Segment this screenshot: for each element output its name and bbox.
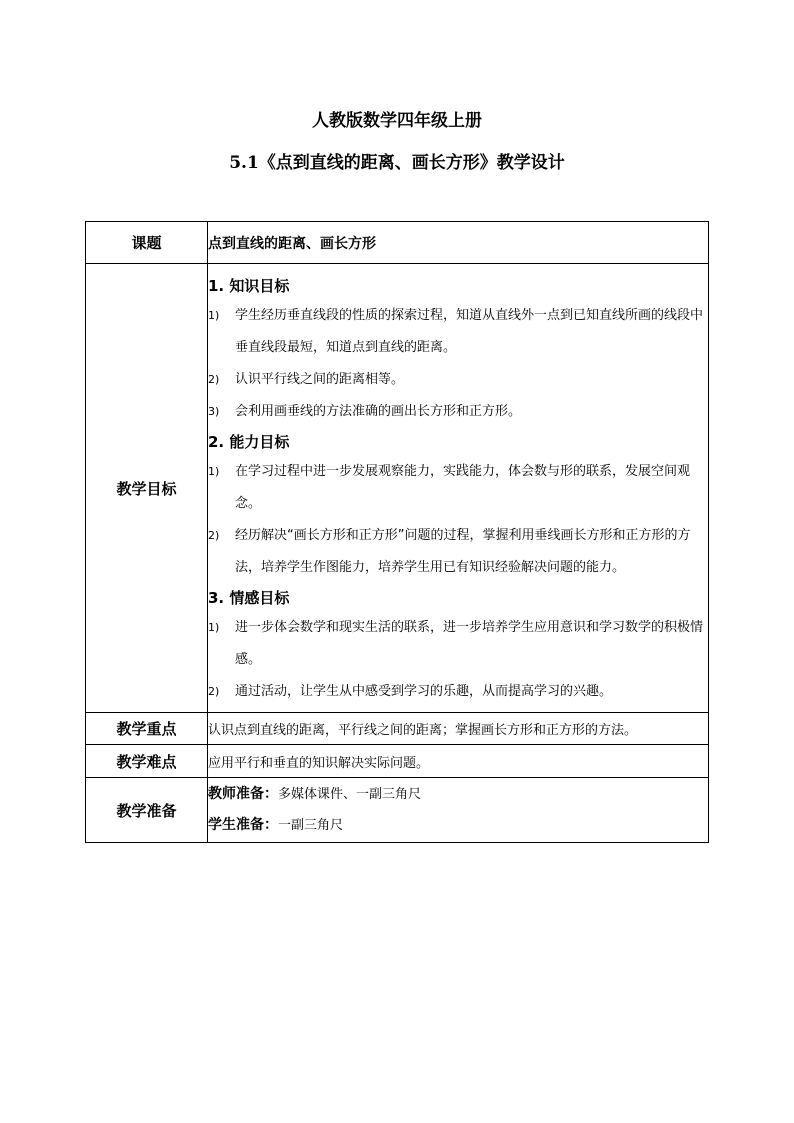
- goal-item-number: 3): [208, 405, 220, 418]
- goal-item-text: 学生经历垂直线段的性质的探索过程，知道从直线外一点到已知直线所画的线段中垂直线段最短，知道点到直线的距离。: [235, 308, 704, 355]
- goal-item: [208, 300, 708, 364]
- goals-label: 教学目标: [86, 264, 208, 713]
- goal-item-number: 2): [208, 529, 220, 542]
- goal-item-text: 经历解决“画长方形和正方形”问题的过程，掌握利用垂线画长方形和正方形的方法，培养学生作图能力，培养学生用已有知识经验解决问题的能力。: [235, 528, 691, 575]
- goal-section-heading: 3. 情感目标: [208, 589, 290, 607]
- student-preparation-label: 学生准备：: [208, 817, 278, 833]
- document-title: 人教版数学四年级上册: [312, 111, 482, 131]
- student-preparation: [208, 810, 708, 841]
- goal-item: [208, 520, 708, 584]
- topic-cell: [208, 222, 709, 264]
- goals-row: [86, 264, 709, 713]
- goal-item-number: 1): [208, 309, 220, 322]
- goal-item-text: 通过活动，让学生从中感受到学习的乐趣，从而提高学习的兴趣。: [235, 684, 613, 699]
- topic-row: [86, 222, 709, 264]
- goal-item: [208, 364, 708, 396]
- teacher-preparation: [208, 779, 708, 810]
- teacher-preparation-value: 多媒体课件、一副三角尺: [278, 787, 422, 802]
- goal-item-text: 会利用画垂线的方法准确的画出长方形和正方形。: [235, 404, 522, 419]
- goal-item-number: 1): [208, 621, 220, 634]
- teacher-preparation-label: 教师准备：: [208, 786, 278, 802]
- key-points-row: [86, 713, 709, 745]
- difficulties-row: [86, 745, 709, 778]
- difficulties-value: 应用平行和垂直的知识解决实际问题。: [208, 745, 709, 778]
- goal-item-text: 认识平行线之间的距离相等。: [235, 372, 405, 387]
- student-preparation-value: 一副三角尺: [278, 818, 344, 833]
- goal-section-heading: 2. 能力目标: [208, 433, 290, 451]
- lesson-plan-table: [85, 221, 709, 843]
- goal-item-number: 2): [208, 373, 220, 386]
- goal-section-heading: 1. 知识目标: [208, 277, 290, 295]
- goals-cell: [208, 264, 709, 713]
- goal-item: [208, 396, 708, 428]
- preparation-row: [86, 778, 709, 843]
- key-points-value: 认识点到直线的距离，平行线之间的距离；掌握画长方形和正方形的方法。: [208, 713, 709, 745]
- goal-item-number: 1): [208, 465, 220, 478]
- goal-item-text: 进一步体会数学和现实生活的联系，进一步培养学生应用意识和学习数学的积极情感。: [235, 620, 704, 667]
- preparation-label: 教学准备: [86, 778, 208, 843]
- difficulties-label: 教学难点: [86, 745, 208, 778]
- goal-item-number: 2): [208, 685, 220, 698]
- goal-item: [208, 676, 708, 708]
- topic-value: 点到直线的距离、画长方形: [208, 235, 376, 252]
- preparation-cell: [208, 778, 709, 843]
- document-subtitle: 5.1《点到直线的距离、画长方形》教学设计: [229, 153, 565, 173]
- goal-item-text: 在学习过程中进一步发展观察能力，实践能力，体会数与形的联系，发展空间观念。: [235, 464, 691, 511]
- topic-label: 课题: [86, 222, 208, 264]
- key-points-label: 教学重点: [86, 713, 208, 745]
- goal-item: [208, 612, 708, 676]
- goal-item: [208, 456, 708, 520]
